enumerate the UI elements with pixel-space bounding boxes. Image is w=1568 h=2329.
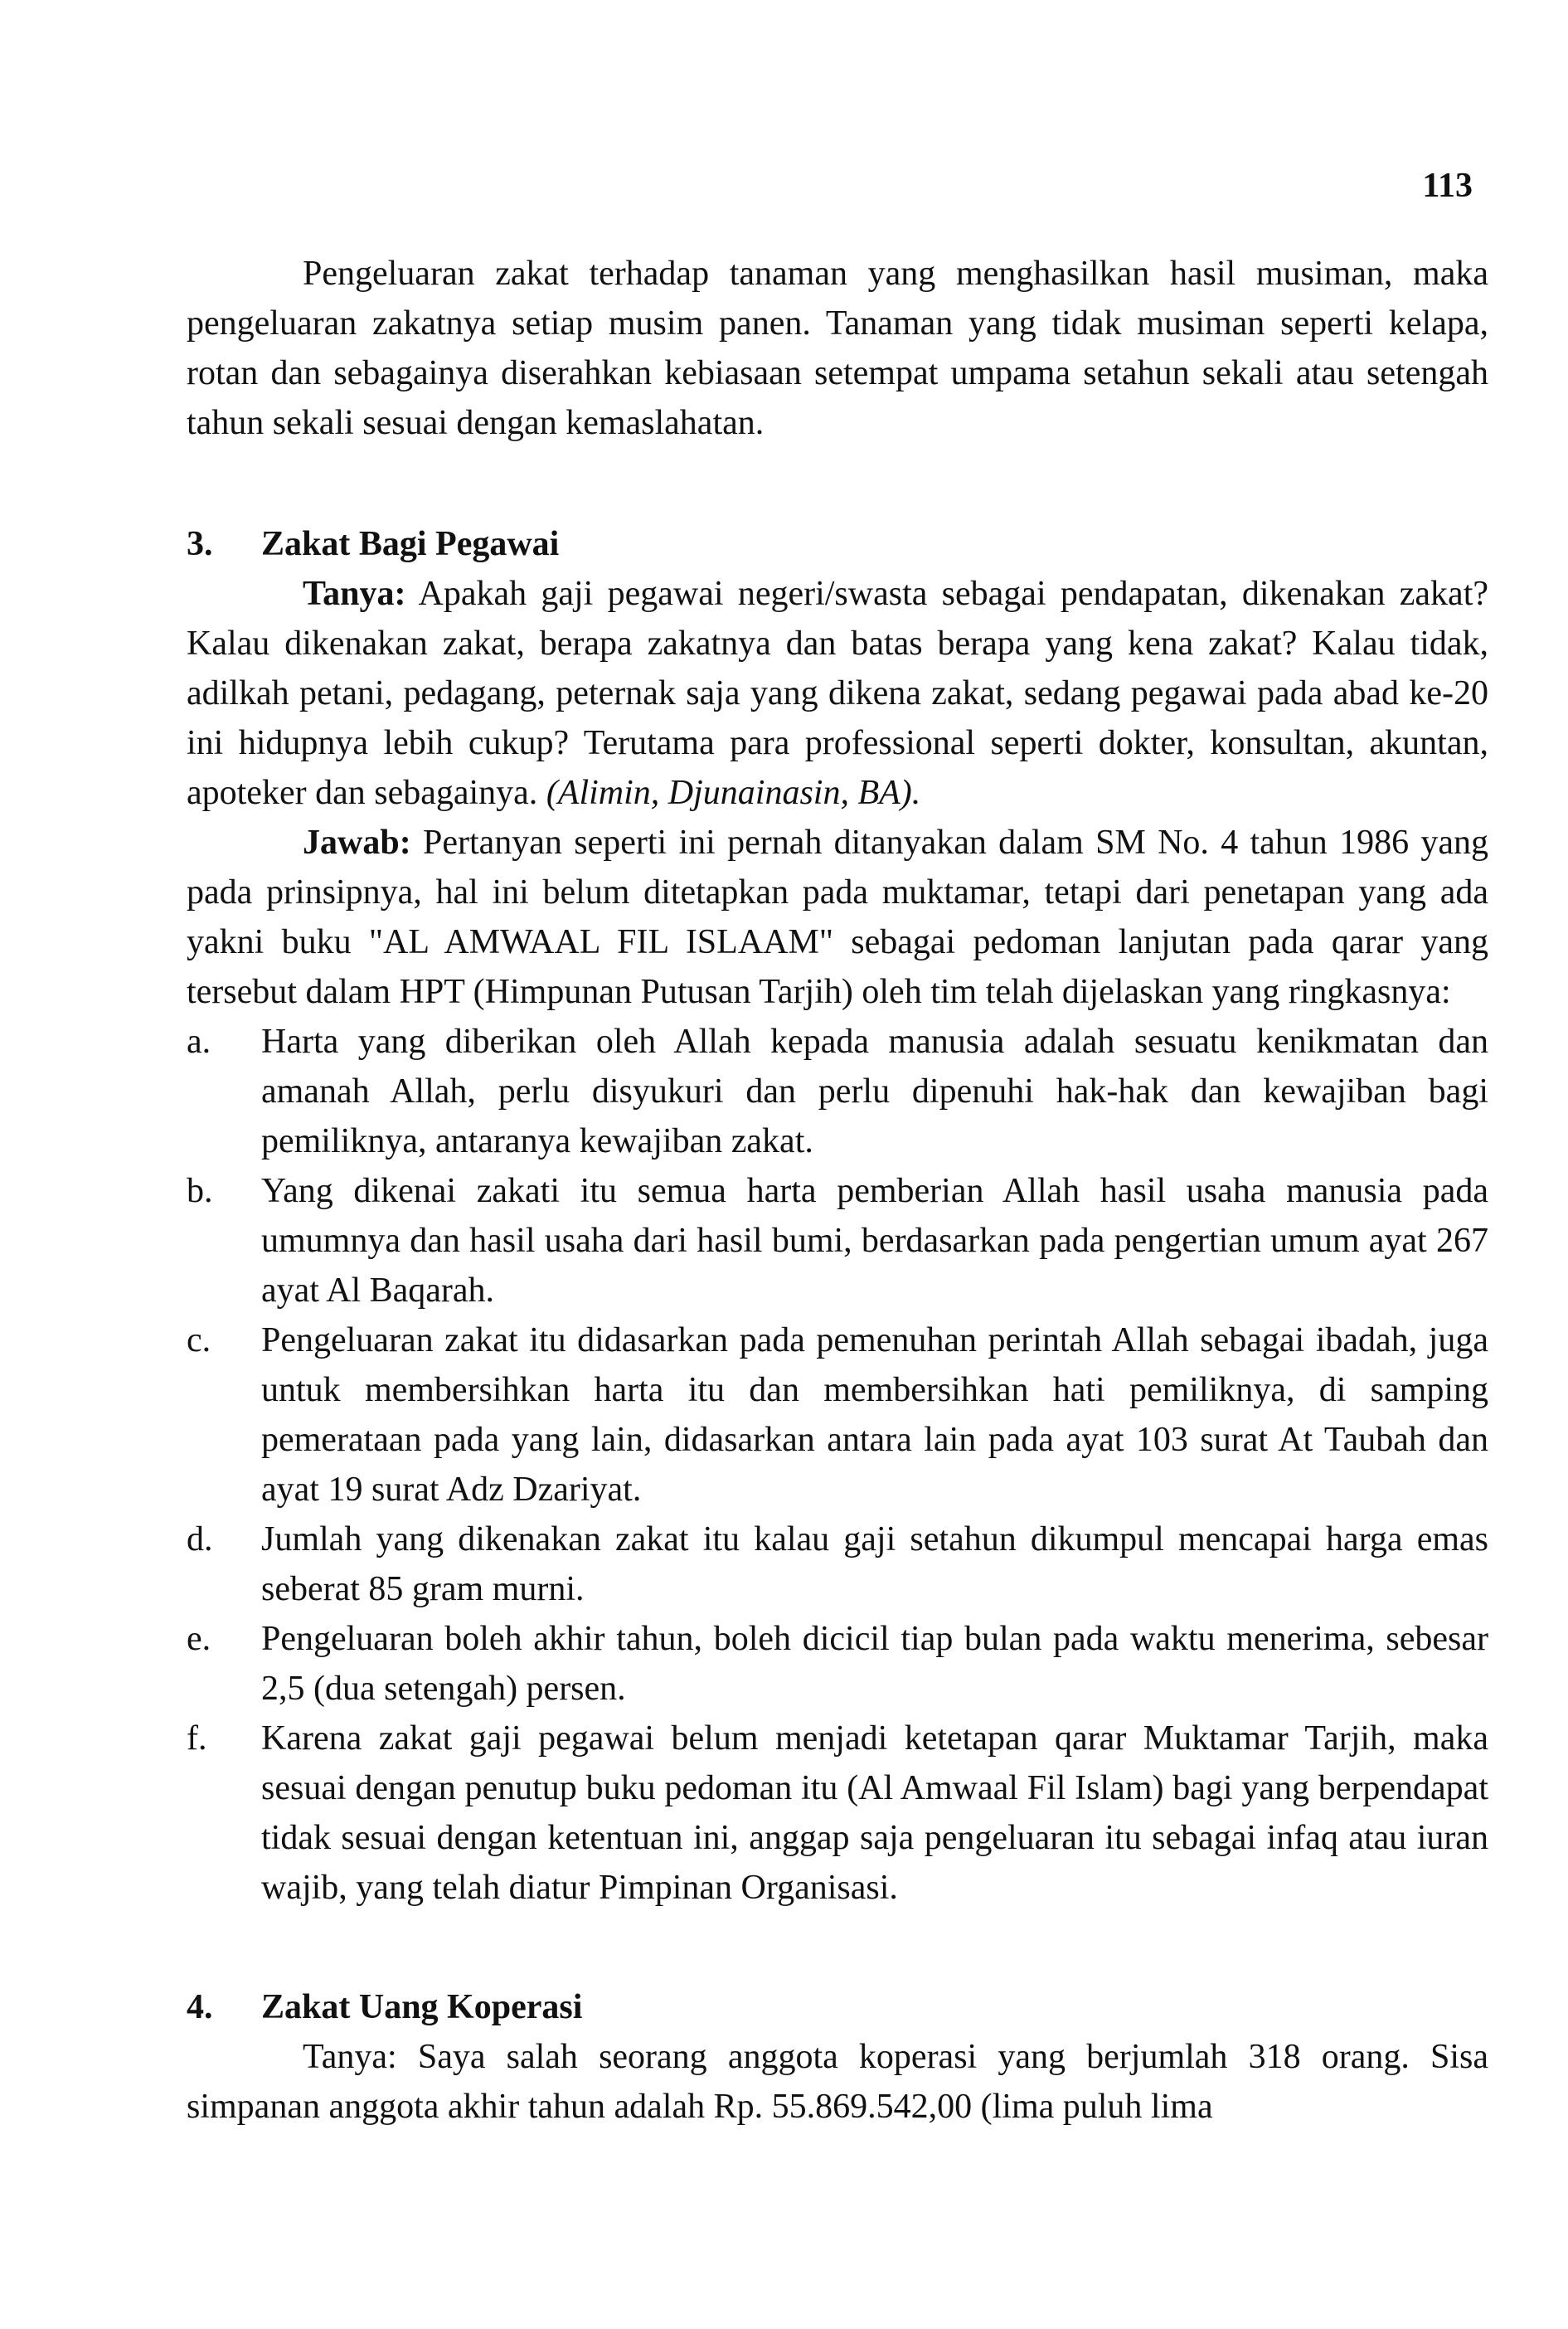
section-3-heading [187, 519, 1488, 569]
answer-text: Pertanyan seperti ini pernah ditanyakan dalam SM No. 4 tahun 1986 yang pada prinsipnya, hal ini belum ditetapkan pada muktamar, tetapi dari penetapan yang ada yakni buku "AL AMWAAL FIL ISLAAM" sebagai pedoman lanjutan pada qarar yang tersebut dalam HPT (Himpunan Putusan Tarjih) oleh tim telah dijelaskan yang ringkasnya: [187, 824, 1489, 1011]
list-item [187, 1614, 1488, 1714]
list-marker: d. [187, 1520, 213, 1558]
list-item-text: Harta yang diberikan oleh Allah kepada manusia adalah sesuatu kenikmatan dan amanah Allah, perlu disyukuri dan perlu dipenuhi hak-hak dan kewajiban bagi pemiliknya, antaranya kewajiban zakat. [261, 1023, 1488, 1160]
question-text: Apakah gaji pegawai negeri/swasta sebagai pendapatan, dikenakan zakat? Kalau dikenakan zakat, berapa zakatnya dan batas berapa yang kena zakat? Kalau tidak, adilkah petani, pedagang, peternak saja yang dikena zakat, sedang pegawai pada abad ke-20 ini hidupnya lebih cukup? Terutama para professional seperti dokter, konsultan, akuntan, apoteker dan sebagainya. [187, 575, 1488, 812]
page-content [187, 249, 1488, 2132]
section-3-question [187, 569, 1488, 818]
question-source: (Alimin, Djunainasin, BA). [546, 774, 921, 812]
list-item [187, 1166, 1488, 1315]
list-marker: a. [187, 1023, 211, 1061]
list-marker: b. [187, 1172, 213, 1210]
list-item-text: Jumlah yang dikenakan zakat itu kalau gaji setahun dikumpul mencapai harga emas seberat 85 gram murni. [261, 1520, 1488, 1608]
list-marker: f. [187, 1719, 207, 1758]
intro-paragraph: Pengeluaran zakat terhadap tanaman yang menghasilkan hasil musiman, maka pengeluaran zakatnya setiap musim panen. Tanaman yang tidak musiman seperti kelapa, rotan dan sebagainya diserahkan kebiasaan setempat umpama setahun sekali atau setengah tahun sekali sesuai dengan kemaslahatan. [187, 255, 1488, 442]
question-text: Saya salah seorang anggota koperasi yang berjumlah 318 orang. Sisa simpanan anggota akhir tahun adalah Rp. 55.869.542,00 (lima puluh lima [187, 2038, 1488, 2126]
section-4-title: Zakat Uang Koperasi [261, 1988, 583, 2026]
list-item [187, 1315, 1488, 1515]
list-item [187, 1515, 1488, 1614]
section-3-answer [187, 818, 1488, 1017]
section-3-number: 3. [187, 525, 213, 563]
question-label: Tanya: [303, 2038, 397, 2076]
section-4-heading [187, 1982, 1488, 2032]
section-4-number: 4. [187, 1988, 213, 2026]
list-item [187, 1017, 1488, 1166]
list-item-text: Pengeluaran zakat itu didasarkan pada pemenuhan perintah Allah sebagai ibadah, juga untuk membersihkan harta itu dan membersihkan hati pemiliknya, di samping pemerataan pada yang lain, didasarkan antara lain pada ayat 103 surat At Taubah dan ayat 19 surat Adz Dzariyat. [261, 1321, 1488, 1509]
section-3-title: Zakat Bagi Pegawai [261, 525, 560, 563]
list-marker: c. [187, 1321, 211, 1359]
question-label: Tanya: [303, 575, 406, 613]
list-item-text: Pengeluaran boleh akhir tahun, boleh dicicil tiap bulan pada waktu menerima, sebesar 2,5 (dua setengah) persen. [261, 1620, 1488, 1708]
page-number: 113 [1422, 167, 1473, 205]
list-marker: e. [187, 1620, 211, 1658]
list-item-text: Yang dikenai zakati itu semua harta pemberian Allah hasil usaha manusia pada umumnya dan hasil usaha dari hasil bumi, berdasarkan pada pengertian umum ayat 267 ayat Al Baqarah. [261, 1172, 1488, 1310]
answer-list [187, 1017, 1488, 1913]
list-item-text: Karena zakat gaji pegawai belum menjadi ketetapan qarar Muktamar Tarjih, maka sesuai dengan penutup buku pedoman itu (Al Amwaal Fil Islam) bagi yang berpendapat tidak sesuai dengan ketentuan ini, anggap saja pengeluaran itu sebagai infaq atau iuran wajib, yang telah diatur Pimpinan Organisasi. [261, 1719, 1488, 1907]
section-4-question [187, 2032, 1488, 2132]
list-item [187, 1714, 1488, 1913]
answer-label: Jawab: [303, 824, 411, 862]
